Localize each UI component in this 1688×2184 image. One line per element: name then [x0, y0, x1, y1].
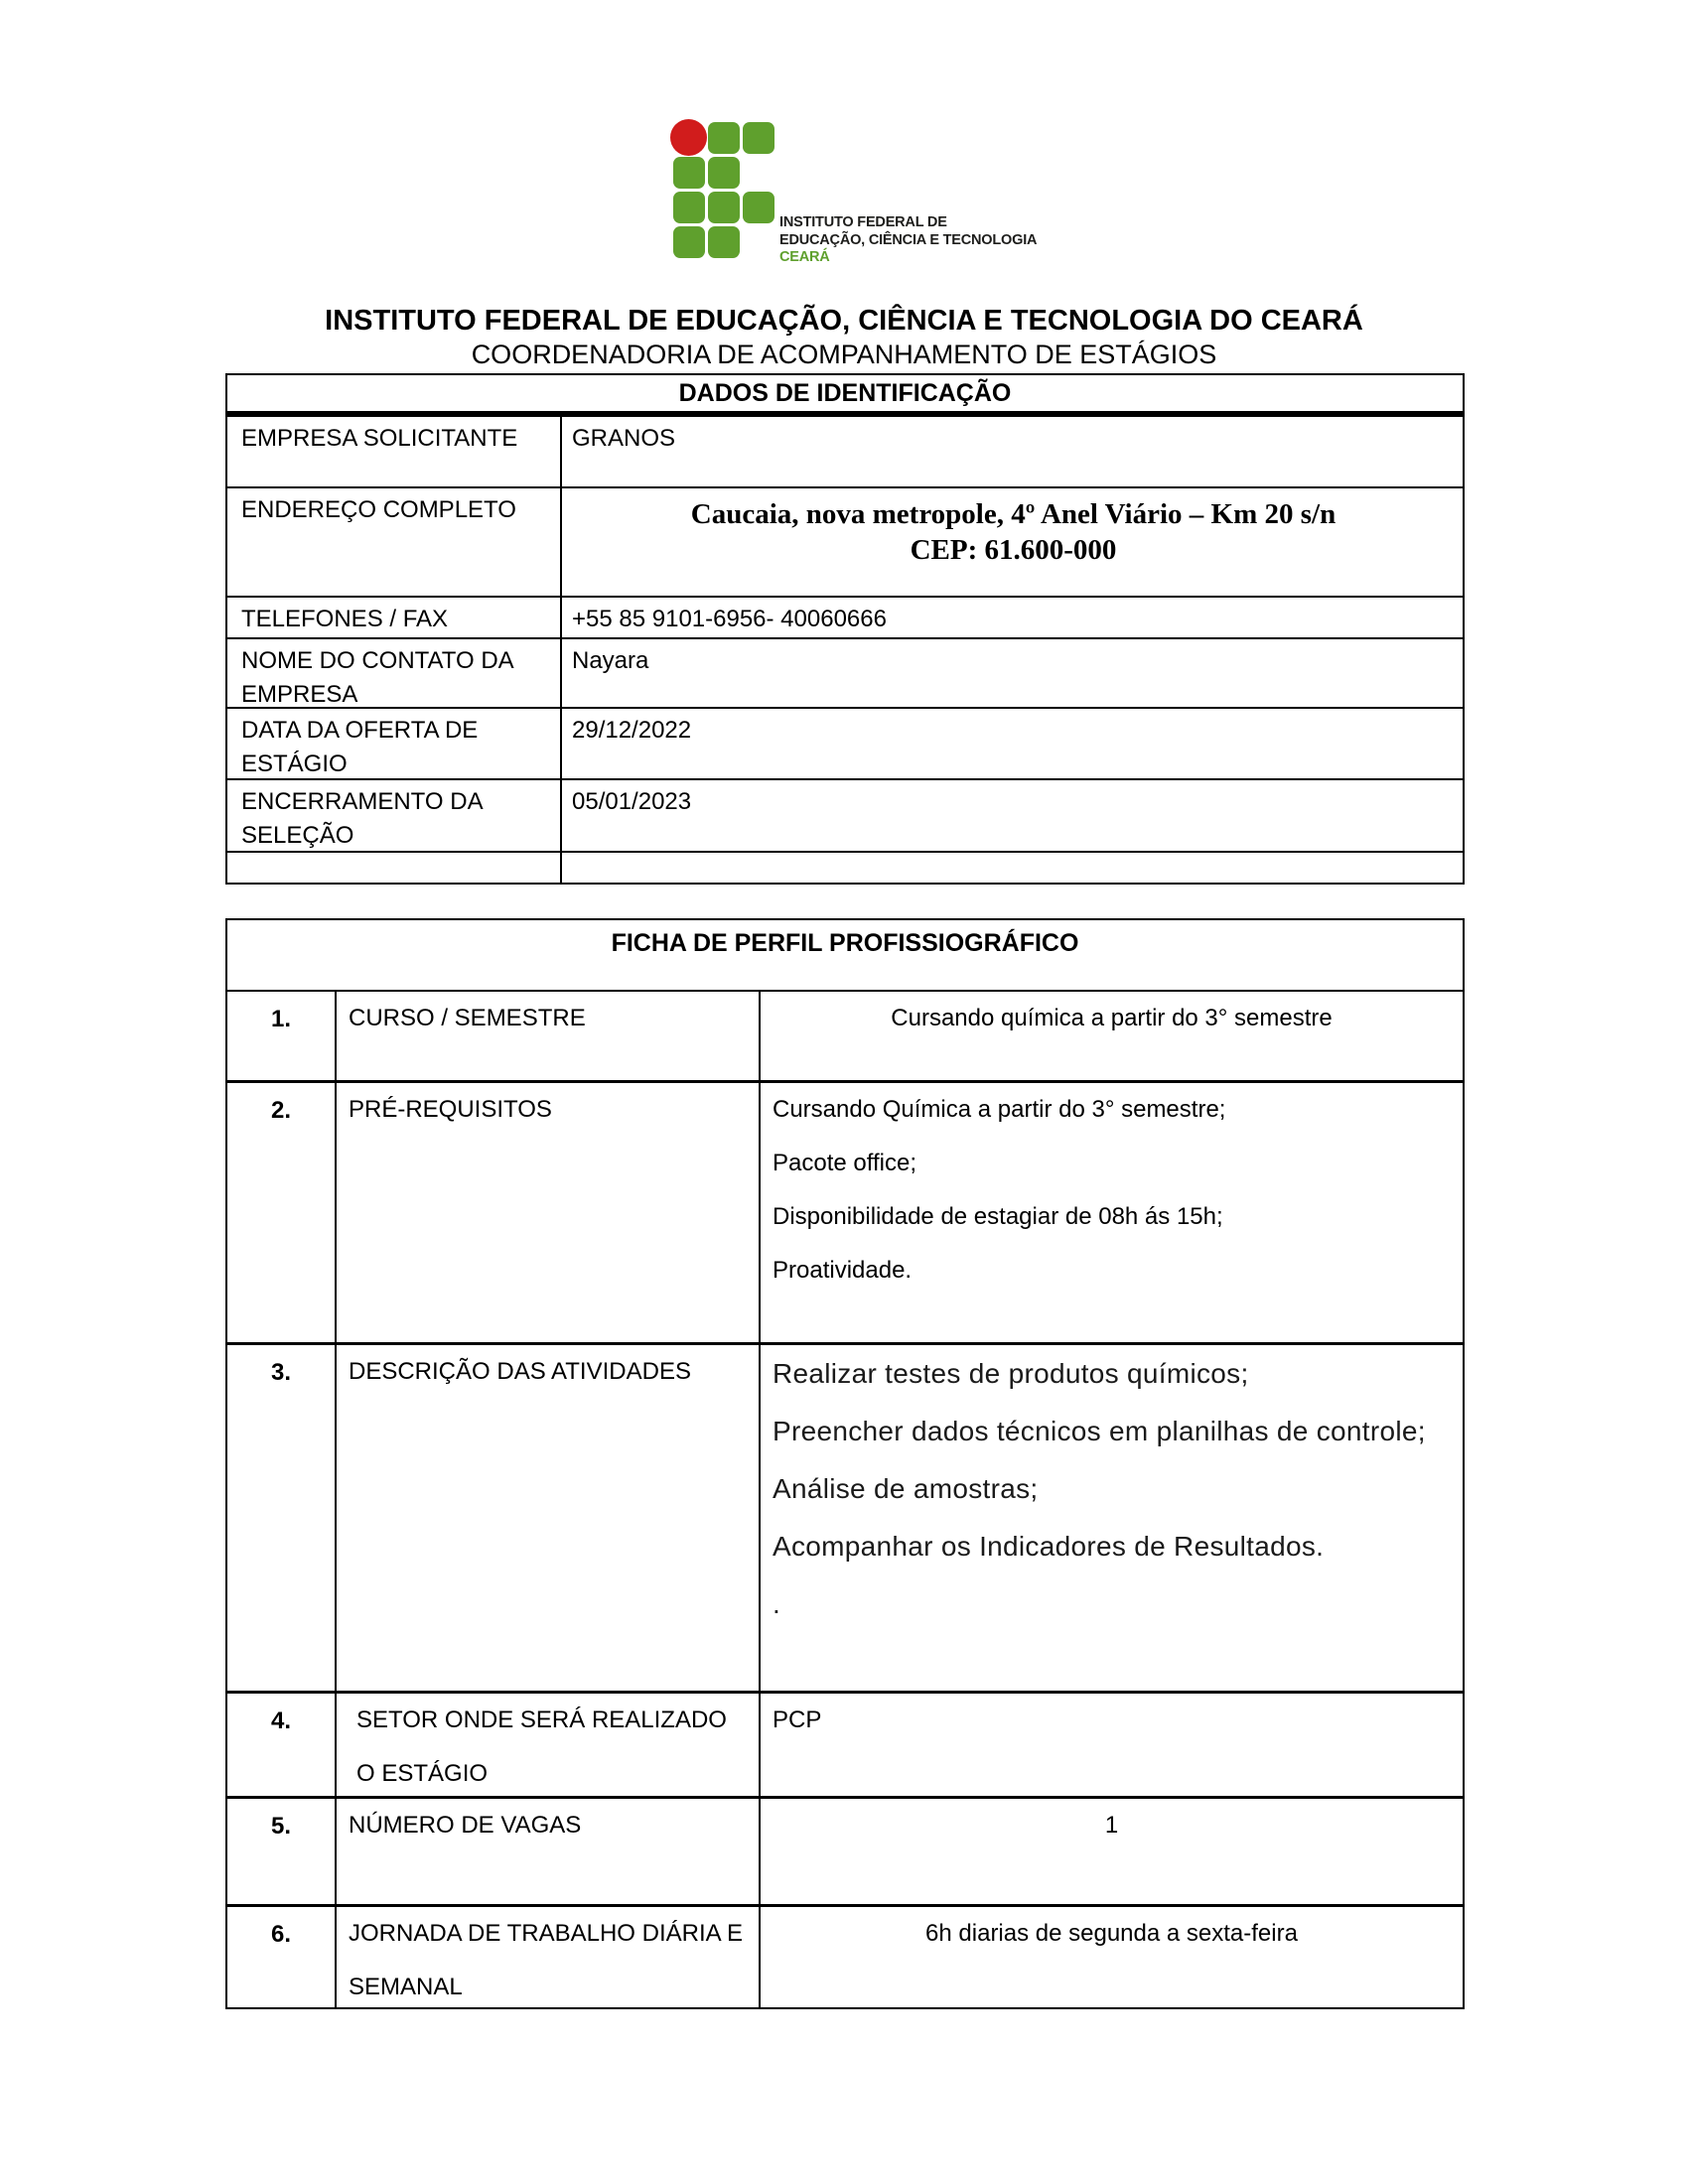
- endereco-value: [560, 488, 1463, 596]
- data-oferta-label: DATA DA OFERTA DE ESTÁGIO: [241, 717, 479, 778]
- encerramento-value: 05/01/2023: [560, 780, 1463, 851]
- table-row-pre-requisitos: [227, 1080, 1463, 1342]
- table-row-empresa: [227, 417, 1463, 486]
- logo-squares-grid: [673, 122, 774, 258]
- table-row-empty: [227, 851, 1463, 883]
- row-number: 1.: [270, 1006, 291, 1032]
- atividade-item: Preencher dados técnicos em planilhas de controle;: [773, 1415, 1426, 1446]
- department-subtitle: COORDENADORIA DE ACOMPANHAMENTO DE ESTÁGIOS: [471, 340, 1217, 369]
- logo-text-line1: INSTITUTO FEDERAL DE: [779, 214, 947, 230]
- logo-green-square: [673, 192, 705, 223]
- numero-vagas-label: NÚMERO DE VAGAS: [335, 1799, 759, 1904]
- pre-requisitos-value: [759, 1083, 1463, 1342]
- table-row-setor: [227, 1691, 1463, 1796]
- table-row-telefones: [227, 596, 1463, 637]
- contato-value: Nayara: [560, 639, 1463, 707]
- atividade-item: Acompanhar os Indicadores de Resultados.: [773, 1530, 1325, 1562]
- row-number: 5.: [270, 1813, 291, 1840]
- logo-green-square: [673, 157, 705, 189]
- endereco-line2: CEP: 61.600-000: [910, 533, 1117, 566]
- row-number: 2.: [270, 1097, 291, 1124]
- logo-text-line3: CEARÁ: [779, 249, 830, 265]
- descricao-atividades-label: DESCRIÇÃO DAS ATIVIDADES: [335, 1345, 759, 1691]
- atividade-item: Realizar testes de produtos químicos;: [773, 1358, 1249, 1389]
- table-row-curso: [227, 992, 1463, 1080]
- identification-table: [225, 373, 1465, 885]
- encerramento-label: ENCERRAMENTO DA SELEÇÃO: [241, 788, 483, 850]
- logo-green-square: [708, 157, 740, 189]
- row-number: 4.: [270, 1707, 291, 1734]
- empresa-solicitante-label: EMPRESA SOLICITANTE: [241, 425, 518, 452]
- empresa-solicitante-value: GRANOS: [560, 417, 1463, 486]
- jornada-value: 6h diarias de segunda a sexta-feira: [759, 1907, 1463, 2007]
- table-row-endereco: [227, 486, 1463, 596]
- logo-grid-gap: [743, 226, 774, 258]
- curso-semestre-label: CURSO / SEMESTRE: [335, 992, 759, 1080]
- logo-green-square: [708, 226, 740, 258]
- requisito-item: Pacote office;: [773, 1150, 916, 1176]
- setor-value: PCP: [759, 1694, 1463, 1796]
- table-row-jornada: [227, 1904, 1463, 2007]
- logo-wordmark: [779, 214, 1037, 267]
- atividade-item: .: [773, 1587, 781, 1619]
- ifce-logo: [673, 122, 1038, 271]
- logo-green-square: [708, 122, 740, 154]
- row-number: 3.: [270, 1359, 291, 1386]
- requisito-item: Disponibilidade de estagiar de 08h ás 15h;: [773, 1203, 1223, 1230]
- logo-green-square: [743, 192, 774, 223]
- table-row-contato: [227, 637, 1463, 707]
- descricao-atividades-value: [759, 1345, 1463, 1691]
- logo-green-square: [743, 122, 774, 154]
- endereco-line1: Caucaia, nova metropole, 4º Anel Viário – Km 20 s/n: [690, 498, 1336, 530]
- setor-label: SETOR ONDE SERÁ REALIZADO O ESTÁGIO: [335, 1694, 759, 1796]
- institution-title: INSTITUTO FEDERAL DE EDUCAÇÃO, CIÊNCIA E TECNOLOGIA DO CEARÁ: [325, 305, 1363, 337]
- data-oferta-value: 29/12/2022: [560, 709, 1463, 778]
- table-row-encerramento: [227, 778, 1463, 851]
- empty-label-cell: [227, 853, 560, 883]
- telefones-value: +55 85 9101-6956- 40060666: [560, 598, 1463, 637]
- profile-table: [225, 918, 1465, 2009]
- atividade-item: Análise de amostras;: [773, 1472, 1039, 1504]
- logo-text-line2: EDUCAÇÃO, CIÊNCIA E TECNOLOGIA: [779, 231, 1038, 248]
- jornada-label: JORNADA DE TRABALHO DIÁRIA E SEMANAL: [335, 1907, 759, 2007]
- logo-red-circle: [673, 122, 705, 154]
- logo-green-square: [708, 192, 740, 223]
- identification-table-title: DADOS DE IDENTIFICAÇÃO: [227, 375, 1463, 417]
- numero-vagas-value: 1: [759, 1799, 1463, 1904]
- logo-green-square: [673, 226, 705, 258]
- table-row-data-oferta: [227, 707, 1463, 778]
- profile-table-title: FICHA DE PERFIL PROFISSIOGRÁFICO: [227, 920, 1463, 992]
- table-row-vagas: [227, 1796, 1463, 1904]
- endereco-label: ENDEREÇO COMPLETO: [241, 496, 516, 523]
- row-number: 6.: [270, 1921, 291, 1948]
- empty-value-cell: [560, 853, 1463, 883]
- pre-requisitos-label: PRÉ-REQUISITOS: [335, 1083, 759, 1342]
- contato-label: NOME DO CONTATO DA EMPRESA: [241, 647, 513, 707]
- table-row-descricao: [227, 1342, 1463, 1691]
- curso-semestre-value: Cursando química a partir do 3° semestre: [759, 992, 1463, 1080]
- requisito-item: Cursando Química a partir do 3° semestre;: [773, 1096, 1226, 1123]
- requisito-item: Proatividade.: [773, 1257, 913, 1284]
- telefones-label: TELEFONES / FAX: [241, 606, 449, 632]
- logo-grid-gap: [743, 157, 774, 189]
